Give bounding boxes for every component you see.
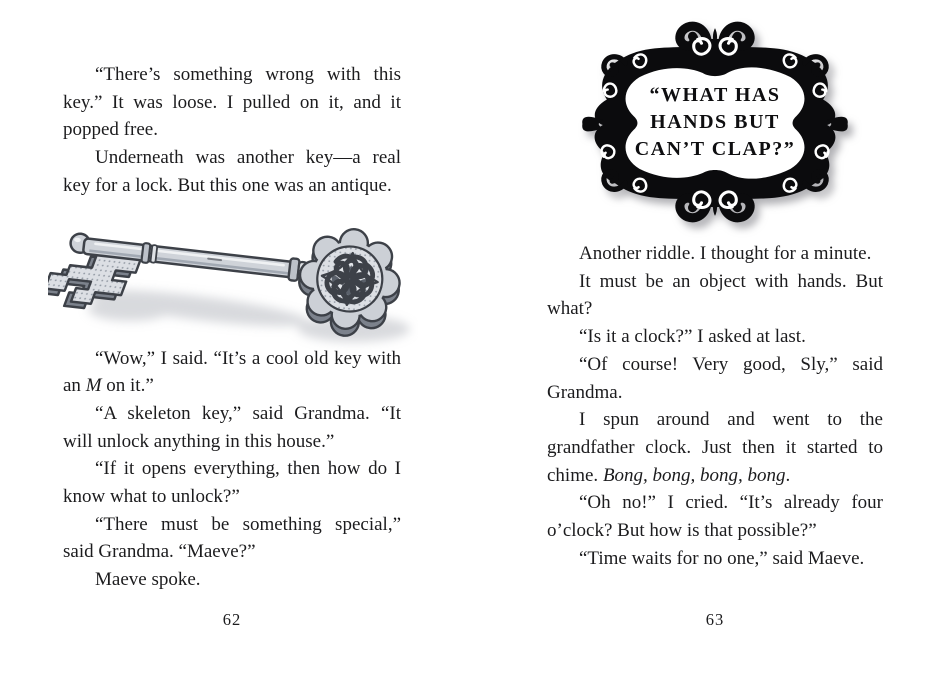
paragraph: I spun around and went to the grandfather clock. Just then it started to chime. Bong, bong, bong, bong. — [547, 409, 883, 486]
riddle-line: “WHAT HAS — [649, 84, 781, 106]
paragraph: “Oh no!” I cried. “It’s already four o’clock? But how is that possible?” — [547, 492, 883, 542]
riddle-text — [576, 82, 854, 163]
page-number-right: 63 — [705, 610, 725, 629]
paragraph: It must be an object with hands. But what? — [547, 270, 883, 320]
paragraph: “Of course! Very good, Sly,” said Grandma. — [547, 353, 883, 403]
riddle-line: CAN’T CLAP?” — [634, 138, 796, 160]
paragraph: “Wow,” I said. “It’s a cool old key with an M on it.” — [63, 347, 401, 397]
page-number-left: 62 — [222, 610, 242, 629]
right-page-text-column — [547, 240, 883, 572]
skeleton-key-illustration — [48, 196, 418, 356]
paragraph: “A skeleton key,” said Grandma. “It will unlock anything in this house.” — [63, 402, 401, 452]
paragraph: Maeve spoke. — [95, 569, 201, 591]
skeleton-key-svg — [48, 196, 418, 356]
riddle-line: HANDS BUT — [650, 111, 780, 133]
paragraph: “Time waits for no one,” said Maeve. — [579, 547, 865, 569]
paragraph: “There’s something wrong with this key.” It was loose. I pulled on it, and it popped free. — [63, 64, 401, 141]
riddle-frame — [576, 20, 854, 228]
paragraph: Underneath was another key—a real key for a lock. But this one was an antique. — [63, 147, 401, 196]
paragraph: “There must be something special,” said Grandma. “Maeve?” — [63, 513, 401, 563]
paragraph: “If it opens everything, then how do I know what to unlock?” — [63, 458, 401, 508]
paragraph: “Is it a clock?” I asked at last. — [579, 326, 806, 348]
paragraph: Another riddle. I thought for a minute. — [579, 243, 872, 264]
